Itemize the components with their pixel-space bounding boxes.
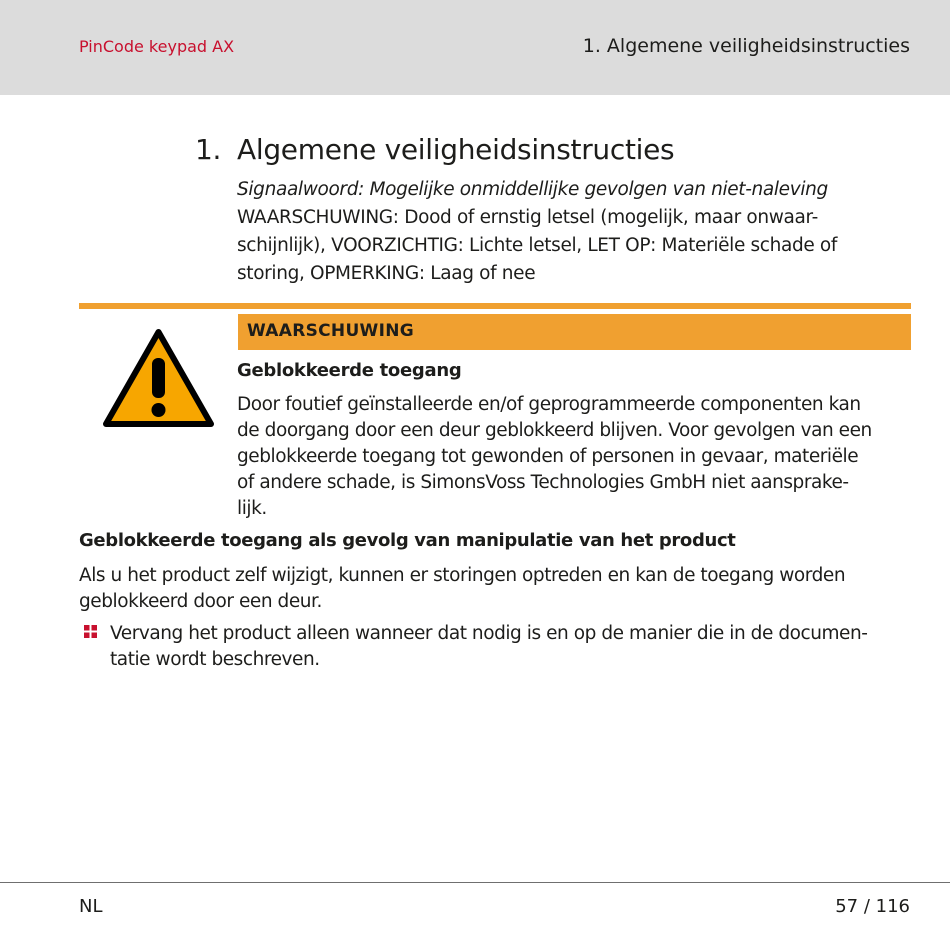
signal-word-legend — [237, 176, 887, 288]
warning-line: of andere schade, is SimonsVoss Technologies GmbH niet aansprake- — [237, 472, 849, 493]
warning-body — [237, 392, 917, 522]
warning-label: WAARSCHUWING — [247, 321, 415, 341]
warning-line: lijk. — [237, 498, 267, 519]
signal-word-line: storing, OPMERKING: Laag of nee — [237, 263, 536, 284]
warning-top-rule — [79, 303, 911, 309]
page-number: 57 / 116 — [835, 896, 910, 917]
bullet-item — [110, 621, 920, 673]
warning-banner — [238, 314, 911, 350]
warning-triangle-icon — [102, 328, 215, 428]
section-title: Algemene veiligheidsinstructies — [237, 133, 675, 166]
product-name: PinCode keypad AX — [79, 37, 235, 56]
paragraph-line: Als u het product zelf wijzigt, kunnen er storingen optreden en kan de toegang worden — [79, 565, 846, 586]
running-chapter-title: 1. Algemene veiligheidsinstructies — [582, 35, 910, 57]
red-square-bullet-icon — [84, 625, 97, 638]
section-number: 1. — [195, 133, 222, 166]
warning-line: geblokkeerde toegang tot gewonden of personen in gevaar, materiële — [237, 446, 859, 467]
bullet-line: Vervang het product alleen wanneer dat nodig is en op de manier die in de documen- — [110, 623, 868, 644]
signal-word-line: WAARSCHUWING: Dood of ernstig letsel (mogelijk, maar onwaar- — [237, 207, 818, 228]
signal-word-line: schijnlijk), VOORZICHTIG: Lichte letsel, LET OP: Materiële schade of — [237, 235, 838, 256]
bullet-line: tatie wordt beschreven. — [110, 649, 320, 670]
subsection-heading: Geblokkeerde toegang als gevolg van manipulatie van het product — [79, 530, 736, 551]
signal-word-intro: Signaalwoord: Mogelijke onmiddellijke gevolgen van niet-naleving — [237, 179, 828, 200]
footer-rule — [0, 882, 950, 883]
warning-subtitle: Geblokkeerde toegang — [237, 360, 462, 381]
subsection-paragraph — [79, 563, 919, 615]
paragraph-line: geblokkeerd door een deur. — [79, 591, 322, 612]
page-header — [0, 0, 950, 95]
footer-language: NL — [79, 896, 103, 917]
section-heading — [195, 133, 674, 166]
warning-line: Door foutief geïnstalleerde en/of geprogrammeerde componenten kan — [237, 394, 861, 415]
warning-line: de doorgang door een deur geblokkeerd blijven. Voor gevolgen van een — [237, 420, 872, 441]
